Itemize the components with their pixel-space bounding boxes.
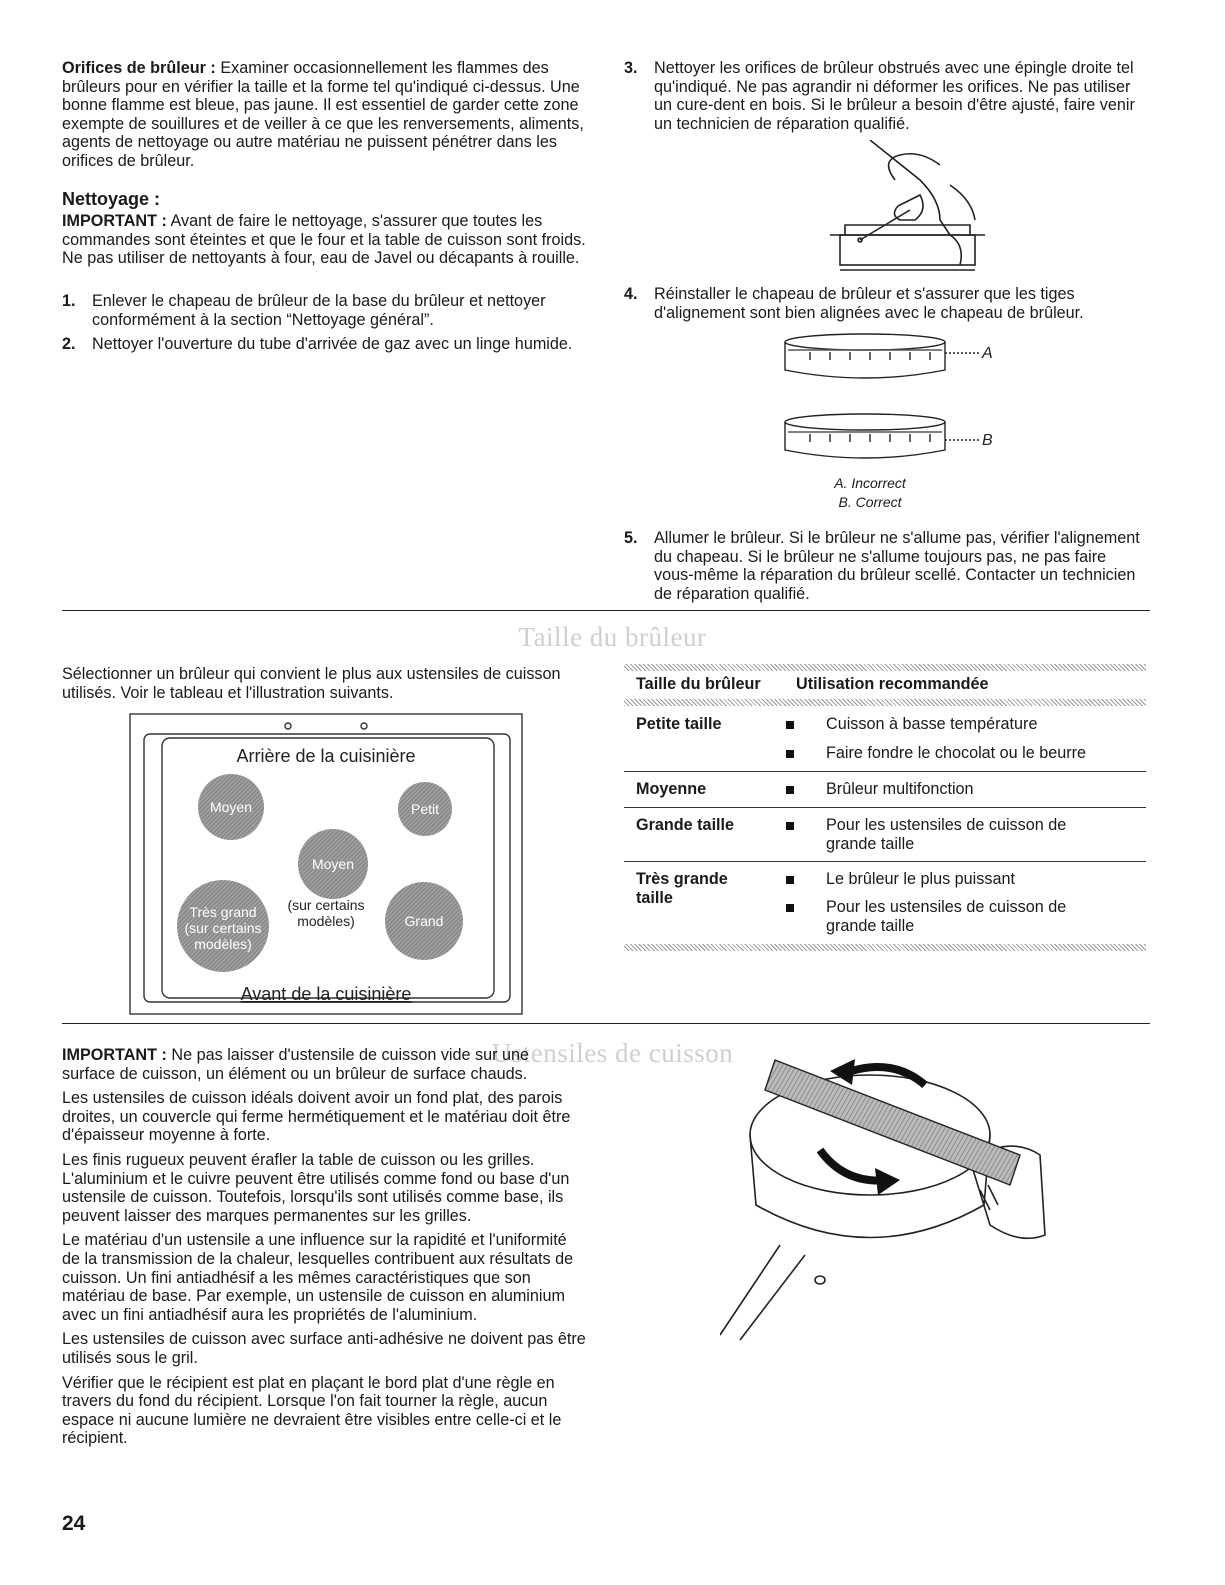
step-text: Enlever le chapeau de brûleur de la base du brûleur et nettoyer conformément à la section “Nettoyage général”.	[92, 292, 546, 329]
ustensiles-text	[62, 1046, 586, 1448]
pan-ruler-illustration	[720, 1045, 1060, 1345]
important-label: IMPORTANT :	[62, 1046, 167, 1064]
section-title-taille: Taille du brûleur	[518, 622, 707, 652]
step-3	[624, 59, 1146, 139]
orifices-label: Orifices de brûleur :	[62, 59, 216, 77]
list-item	[624, 529, 1146, 603]
usage-item: Faire fondre le chocolat ou le beurre	[786, 744, 1146, 763]
paragraph: Le matériau d'un ustensile a une influence sur la rapidité et l'uniformité de la transmission de la chaleur, lesquelles contribuent aux résultats de cuisson. Un fini antiadhésif a les mêmes caractéristiques que son matériau de base. Par exemple, un ustensile de cuisson en aluminium avec un fini antiadhésif aura les propriétés de l'aluminium.	[62, 1231, 574, 1324]
usage-item: Cuisson à basse température	[786, 715, 1146, 734]
stove-diagram	[128, 712, 524, 1017]
section-title-ustensiles: Ustensiles de cuisson	[491, 1038, 734, 1068]
paragraph: Les ustensiles de cuisson idéals doivent avoir un fond plat, des parois droites, un couvercle qui ferme hermétiquement et le matériau doit être d'épaisseur moyenne à forte.	[62, 1089, 571, 1145]
list-item	[62, 335, 586, 354]
back-label: Arrière de la cuisinière	[236, 746, 416, 766]
step-number: 2.	[62, 335, 76, 354]
burner-size-table	[624, 664, 1146, 951]
burner-label: Très grand	[189, 904, 257, 920]
page-number: 24	[62, 1512, 86, 1535]
burner-label: Petit	[410, 801, 440, 817]
usage-item: Brûleur multifonction	[786, 780, 1146, 799]
taille-intro: Sélectionner un brûleur qui convient le plus aux ustensiles de cuisson utilisés. Voir le tableau et l'illustration suivants.	[62, 665, 561, 702]
header-usage: Utilisation recommandée	[796, 675, 989, 693]
note-line-2: modèles)	[297, 913, 355, 929]
burner-label: (sur certains	[184, 920, 262, 936]
size-line: taille	[636, 889, 673, 907]
list-item	[624, 59, 1146, 133]
note-line-1: (sur certains	[287, 897, 365, 913]
front-label: Avant de la cuisinière	[240, 984, 412, 1004]
step-text: Allumer le brûleur. Si le brûleur ne s'allume pas, vérifier l'alignement du chapeau. Si le brûleur ne s'allume toujours pas, ne pas faire vous-même la réparation du brûleur scellé. Contacter un technicien de réparation qualifié.	[654, 529, 1140, 603]
table-row	[624, 772, 1146, 808]
important-label: IMPORTANT :	[62, 212, 167, 230]
step-number: 1.	[62, 292, 76, 310]
table-row	[624, 862, 1146, 944]
size-line: Très grande	[636, 870, 728, 888]
list-item	[62, 292, 586, 329]
important-text: Ne pas laisser d'ustensile de cuisson vide sur une surface de cuisson, un élément ou un brûleur de surface chauds.	[62, 1046, 530, 1083]
table-header	[624, 671, 1146, 699]
nettoyage-heading: Nettoyage :	[62, 189, 161, 209]
step-number: 5.	[624, 529, 638, 547]
caption-a: A. Incorrect	[834, 475, 906, 491]
burner-label: Grand	[404, 913, 444, 929]
usage-item: Le brûleur le plus puissant	[786, 870, 1146, 889]
usage-item: Pour les ustensiles de cuisson de grande taille	[786, 898, 1116, 936]
label-b: B	[982, 432, 993, 449]
table-row	[624, 808, 1146, 862]
pin-cleaning-illustration	[800, 140, 990, 275]
table-bottom-border	[624, 944, 1146, 951]
burner-cap-illustration	[770, 330, 1010, 470]
section-divider	[62, 1023, 1150, 1024]
orifices-text: Examiner occasionnellement les flammes des brûleurs pour en vérifier la taille et la forme tel qu'indiqué ci-dessus. Une bonne flamme est bleue, pas jaune. Il est essentiel de garder cette zone exempte de souillures et de veiller à ce que les renversements, aliments, agents de nettoyage ou autre matériau ne puissent pénétrer dans les orifices de brûleur.	[62, 59, 584, 170]
step-text: Nettoyer les orifices de brûleur obstrués avec une épingle droite tel qu'indiqué. Ne pas agrandir ni déformer les orifices. Ne pas utiliser un cure-dent en bois. Si le brûleur a besoin d'être ajusté, faire venir un technicien de réparation qualifié.	[654, 59, 1135, 133]
ustensiles-important	[62, 1046, 586, 1083]
label-a: A	[982, 345, 993, 362]
step-5	[624, 529, 1146, 609]
size-cell: Grande taille	[636, 816, 735, 834]
step-text: Réinstaller le chapeau de brûleur et s'assurer que les tiges d'alignement sont bien alignées avec le chapeau de brûleur.	[654, 285, 1084, 322]
header-size: Taille du brûleur	[636, 675, 761, 693]
caption-b: B. Correct	[838, 494, 902, 510]
size-cell: Moyenne	[636, 780, 707, 798]
table-header-border	[624, 699, 1146, 706]
step-text: Nettoyer l'ouverture du tube d'arrivée de gaz avec un linge humide.	[92, 335, 573, 354]
cleaning-steps-list	[62, 292, 586, 360]
step-4	[624, 285, 1146, 328]
paragraph: Les finis rugueux peuvent érafler la table de cuisson ou les grilles. L'aluminium et le cuivre peuvent être utilisés comme fond ou base d'un ustensile de cuisson. Toutefois, lorsqu'ils sont utilisés comme base, ils peuvent laisser des marques permanentes sur les grilles.	[62, 1150, 570, 1225]
burner-label: Moyen	[311, 856, 355, 872]
table-row	[624, 706, 1146, 772]
burner-label: Moyen	[209, 799, 253, 815]
size-cell: Petite taille	[636, 715, 722, 733]
step-number: 4.	[624, 285, 638, 303]
paragraph: Les ustensiles de cuisson avec surface anti-adhésive ne doivent pas être utilisés sous le gril.	[62, 1330, 586, 1367]
burner-label: modèles)	[194, 936, 252, 952]
orifices-paragraph	[62, 59, 586, 171]
important-paragraph	[62, 212, 586, 268]
list-item	[624, 285, 1146, 322]
section-divider	[62, 610, 1150, 611]
table-top-border	[624, 664, 1146, 671]
paragraph: Vérifier que le récipient est plat en plaçant le bord plat d'une règle en travers du fond du récipient. Lorsque l'on fait tourner la règle, aucun espace ni aucune lumière ne devraient être visibles entre celle-ci et le récipient.	[62, 1373, 562, 1448]
usage-item: Pour les ustensiles de cuisson de grande taille	[786, 816, 1116, 854]
step-number: 3.	[624, 59, 638, 77]
size-cell	[636, 870, 728, 908]
important-text: Avant de faire le nettoyage, s'assurer que toutes les commandes sont éteintes et que le four et la table de cuisson sont froids. Ne pas utiliser de nettoyants à four, eau de Javel ou décapants à rouille.	[62, 212, 586, 268]
